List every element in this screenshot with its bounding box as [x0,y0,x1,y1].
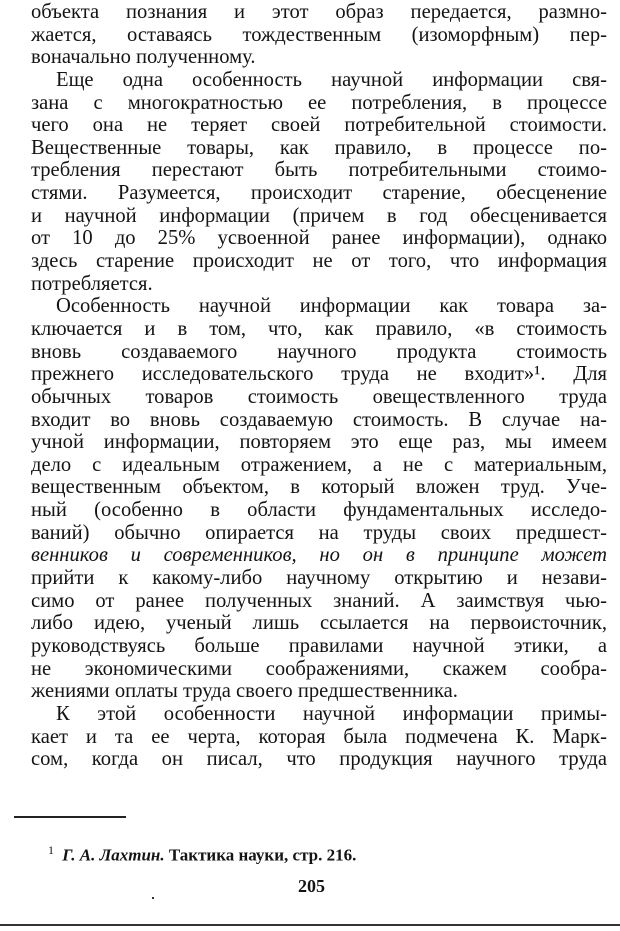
footnote-text: Тактика науки, стр. 216. [168,845,357,865]
footnote-author: Г. А. Лахтин. [62,845,165,865]
text-line: и научной информации (причем в год обесценивается [31,204,607,227]
text-line: стями. Разумеется, происходит старение, обесценение [31,182,607,205]
footnote-mark: 1 [48,843,54,857]
text-line: обычных товаров стоимость овеществленного труда [31,385,607,408]
scan-speck [152,897,154,899]
text-line: от 10 до 25% усвоенной ранее информации), однако [31,227,607,250]
text-line: ключается и в том, что, как правило, «в стоимость [31,317,607,340]
text-line: здесь старение происходит не от того, что информация [31,250,607,273]
text-line: жается, оставаясь тождественным (изоморфным) пер- [31,23,607,46]
text-line: требления перестают быть потребительными стоимо- [31,159,607,182]
text-line: жениями оплаты труда своего предшественника. [31,680,458,703]
text-line: объекта познания и этот образ передается, размно- [31,1,607,23]
footnote [48,843,356,866]
text-line-italic: венников и современников, но он в принципе может [31,544,607,567]
text-line: ный (особенно в области фундаментальных исследо- [31,499,607,522]
text-line: кает и та ее черта, которая была подмечена К. Марк- [31,725,607,748]
text-line: руководствуясь больше правилами научной этики, а [31,634,607,657]
page-number: 205 [298,876,325,896]
text-line: зана с многократностью ее потребления, в процессе [31,91,607,114]
text-line: дело с идеальным отражением, а не с материальным, [31,453,607,476]
text-line: симо от ранее полученных знаний. А заимствуя чью- [31,589,607,612]
text-line: вновь создаваемого научного продукта стоимость [31,340,607,363]
text-line: прийти к какому-либо научному открытию и незави- [31,567,607,590]
text-line: потребляется. [31,272,153,295]
text-line: сом, когда он писал, что продукция научного труда [31,748,607,771]
text-line: чего она не теряет своей потребительной стоимости. [31,114,607,137]
text-line: вещественным объектом, в который вложен труд. Уче- [31,476,607,499]
text-line: Вещественные товары, как правило, в процессе по- [31,136,607,159]
footnote-separator [14,816,126,818]
text-line: учной информации, повторяем это еще раз, мы имеем [31,431,607,454]
text-line: входит во вновь создаваемую стоимость. В случае на- [31,408,607,431]
text-line: прежнего исследовательского труда не входит»¹. Для [31,363,607,386]
body-text [31,1,607,771]
page-bottom-rule [0,924,620,926]
text-line: воначально полученному. [31,46,256,69]
paragraph-start-line: Особенность научной информации как товара за- [56,295,607,318]
text-line: ваний) обычно опирается на труды своих предшест- [31,521,607,544]
paragraph-start-line: Еще одна особенность научной информации свя- [56,68,607,91]
text-line: не экономическими соображениями, скажем сообра- [31,657,607,680]
paragraph-start-line: К этой особенности научной информации примы- [56,702,607,725]
text-line: либо идею, ученый лишь ссылается на первоисточник, [31,612,607,635]
